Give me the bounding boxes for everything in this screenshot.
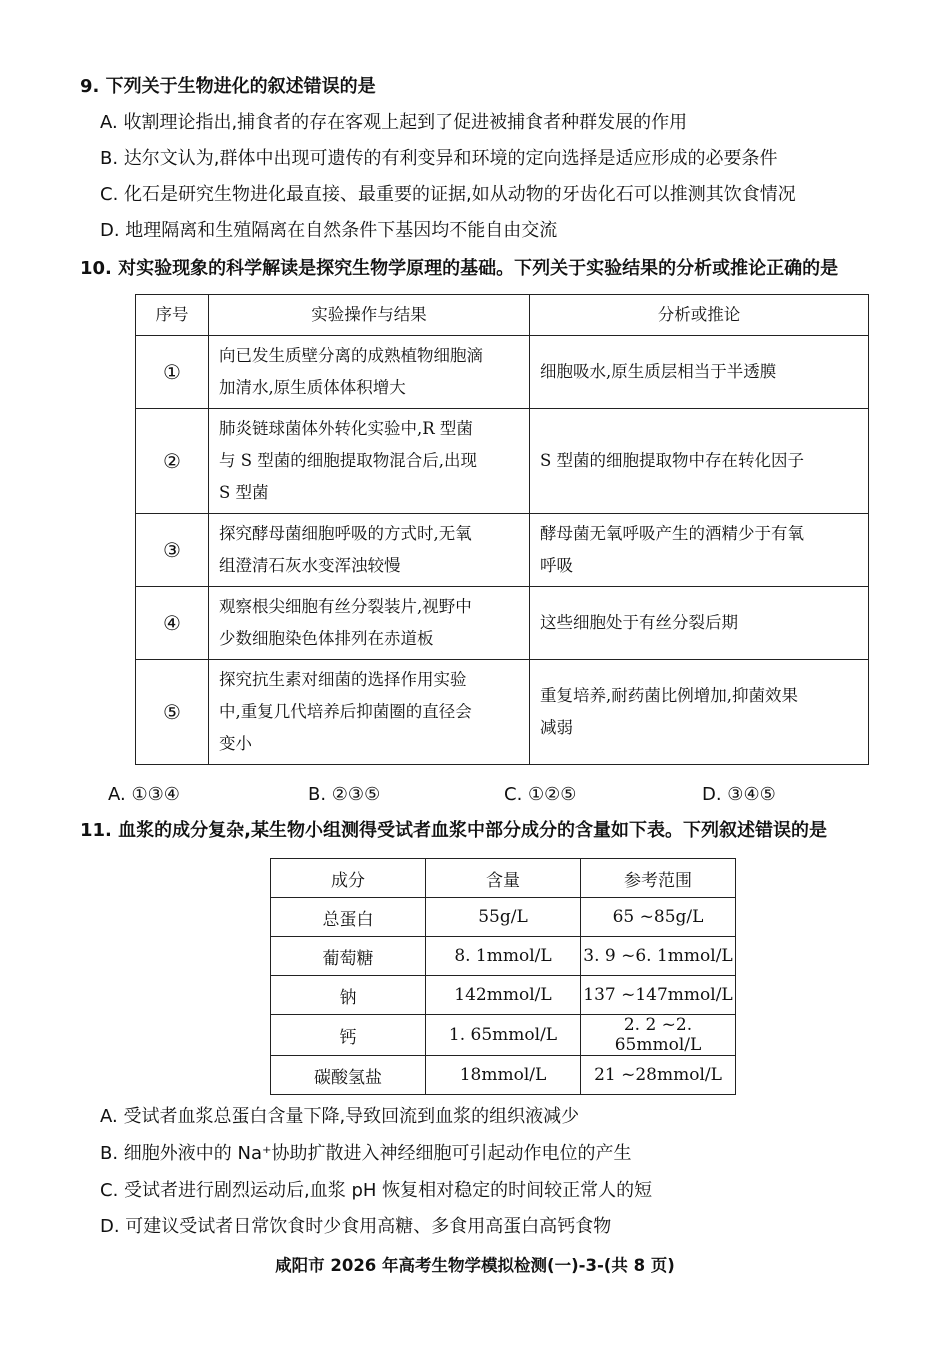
row-operation-line: 组澄清石灰水变浑浊较慢 xyxy=(219,556,401,575)
page-footer: 咸阳市 2026 年高考生物学模拟检测(一)-3-(共 8 页) xyxy=(275,1256,675,1275)
row-analysis xyxy=(530,514,869,587)
row-operation-line: S 型菌 xyxy=(219,483,269,502)
row-operation-line: 探究酵母菌细胞呼吸的方式时,无氧 xyxy=(219,524,472,543)
cell-content: 8. 1mmol/L xyxy=(426,937,581,976)
row-number: ④ xyxy=(136,587,209,660)
cell-content: 18mmol/L xyxy=(426,1056,581,1095)
q10-header-operation: 实验操作与结果 xyxy=(209,295,530,336)
row-analysis-line: 细胞吸水,原生质层相当于半透膜 xyxy=(540,362,777,381)
row-operation-line: 与 S 型菌的细胞提取物混合后,出现 xyxy=(219,451,478,470)
q9-option-c: C. 化石是研究生物进化最直接、最重要的证据,如从动物的牙齿化石可以推测其饮食情况 xyxy=(100,184,796,205)
row-number: ③ xyxy=(136,514,209,587)
q11-table xyxy=(270,858,736,1095)
row-operation-line: 肺炎链球菌体外转化实验中,R 型菌 xyxy=(219,419,473,438)
row-analysis xyxy=(530,336,869,409)
q10-answer-d: D. ③④⑤ xyxy=(702,784,776,805)
q9-stem: 9. 下列关于生物进化的叙述错误的是 xyxy=(80,76,376,97)
cell-reference: 21 ~28mmol/L xyxy=(581,1056,736,1095)
q10-answer-b: B. ②③⑤ xyxy=(308,784,381,805)
row-operation xyxy=(209,409,530,514)
table-row xyxy=(136,336,869,409)
cell-reference: 137 ~147mmol/L xyxy=(581,976,736,1015)
row-analysis-line: S 型菌的细胞提取物中存在转化因子 xyxy=(540,451,805,470)
row-operation-line: 少数细胞染色体排列在赤道板 xyxy=(219,629,434,648)
cell-component: 葡萄糖 xyxy=(271,937,426,976)
row-operation xyxy=(209,514,530,587)
cell-reference: 2. 2 ~2. 65mmol/L xyxy=(581,1015,736,1056)
row-analysis-line: 重复培养,耐药菌比例增加,抑菌效果 xyxy=(540,686,798,705)
row-operation xyxy=(209,660,530,765)
cell-component: 总蛋白 xyxy=(271,898,426,937)
cell-content: 55g/L xyxy=(426,898,581,937)
row-analysis xyxy=(530,409,869,514)
row-analysis-line: 这些细胞处于有丝分裂后期 xyxy=(540,613,738,632)
cell-component: 钙 xyxy=(271,1015,426,1056)
row-analysis xyxy=(530,587,869,660)
q10-answer-c: C. ①②⑤ xyxy=(504,784,577,805)
row-operation-line: 观察根尖细胞有丝分裂装片,视野中 xyxy=(219,597,472,616)
table-row xyxy=(271,976,736,1015)
table-row xyxy=(271,1015,736,1056)
table-row xyxy=(136,660,869,765)
table-row xyxy=(271,937,736,976)
q9-option-d: D. 地理隔离和生殖隔离在自然条件下基因均不能自由交流 xyxy=(100,220,558,241)
cell-reference: 3. 9 ~6. 1mmol/L xyxy=(581,937,736,976)
cell-content: 1. 65mmol/L xyxy=(426,1015,581,1056)
table-row xyxy=(271,1056,736,1095)
q9-option-a: A. 收割理论指出,捕食者的存在客观上起到了促进被捕食者种群发展的作用 xyxy=(100,112,688,133)
row-operation xyxy=(209,336,530,409)
table-row xyxy=(271,898,736,937)
row-number: ① xyxy=(136,336,209,409)
row-analysis-line: 减弱 xyxy=(540,718,573,737)
cell-component: 碳酸氢盐 xyxy=(271,1056,426,1095)
row-analysis-line: 酵母菌无氧呼吸产生的酒精少于有氧 xyxy=(540,524,804,543)
q11-table-header xyxy=(271,859,736,898)
row-number: ⑤ xyxy=(136,660,209,765)
q11-header-reference: 参考范围 xyxy=(581,859,736,898)
q11-stem: 11. 血浆的成分复杂,某生物小组测得受试者血浆中部分成分的含量如下表。下列叙述错误的是 xyxy=(80,820,827,841)
q10-header-no: 序号 xyxy=(136,295,209,336)
q10-answer-a: A. ①③④ xyxy=(108,784,180,805)
row-operation-line: 探究抗生素对细菌的选择作用实验 xyxy=(219,670,467,689)
cell-component: 钠 xyxy=(271,976,426,1015)
q10-stem: 10. 对实验现象的科学解读是探究生物学原理的基础。下列关于实验结果的分析或推论正确的是 xyxy=(80,258,839,279)
table-row xyxy=(136,514,869,587)
q10-header-analysis: 分析或推论 xyxy=(530,295,869,336)
cell-reference: 65 ~85g/L xyxy=(581,898,736,937)
q10-table-header xyxy=(136,295,869,336)
q11-option-a: A. 受试者血浆总蛋白含量下降,导致回流到血浆的组织液减少 xyxy=(100,1106,580,1127)
q11-option-c: C. 受试者进行剧烈运动后,血浆 pH 恢复相对稳定的时间较正常人的短 xyxy=(100,1180,653,1201)
row-operation xyxy=(209,587,530,660)
row-number: ② xyxy=(136,409,209,514)
q11-header-component: 成分 xyxy=(271,859,426,898)
q10-table xyxy=(135,294,869,765)
q11-option-d: D. 可建议受试者日常饮食时少食用高糖、多食用高蛋白高钙食物 xyxy=(100,1216,612,1237)
table-row xyxy=(136,587,869,660)
q11-header-content: 含量 xyxy=(426,859,581,898)
row-analysis-line: 呼吸 xyxy=(540,556,573,575)
q11-option-b: B. 细胞外液中的 Na⁺协助扩散进入神经细胞可引起动作电位的产生 xyxy=(100,1143,632,1164)
cell-content: 142mmol/L xyxy=(426,976,581,1015)
row-analysis xyxy=(530,660,869,765)
row-operation-line: 加清水,原生质体体积增大 xyxy=(219,378,406,397)
table-row xyxy=(136,409,869,514)
row-operation-line: 向已发生质壁分离的成熟植物细胞滴 xyxy=(219,346,483,365)
q9-option-b: B. 达尔文认为,群体中出现可遗传的有利变异和环境的定向选择是适应形成的必要条件 xyxy=(100,148,778,169)
row-operation-line: 中,重复几代培养后抑菌圈的直径会 xyxy=(219,702,472,721)
row-operation-line: 变小 xyxy=(219,734,252,753)
